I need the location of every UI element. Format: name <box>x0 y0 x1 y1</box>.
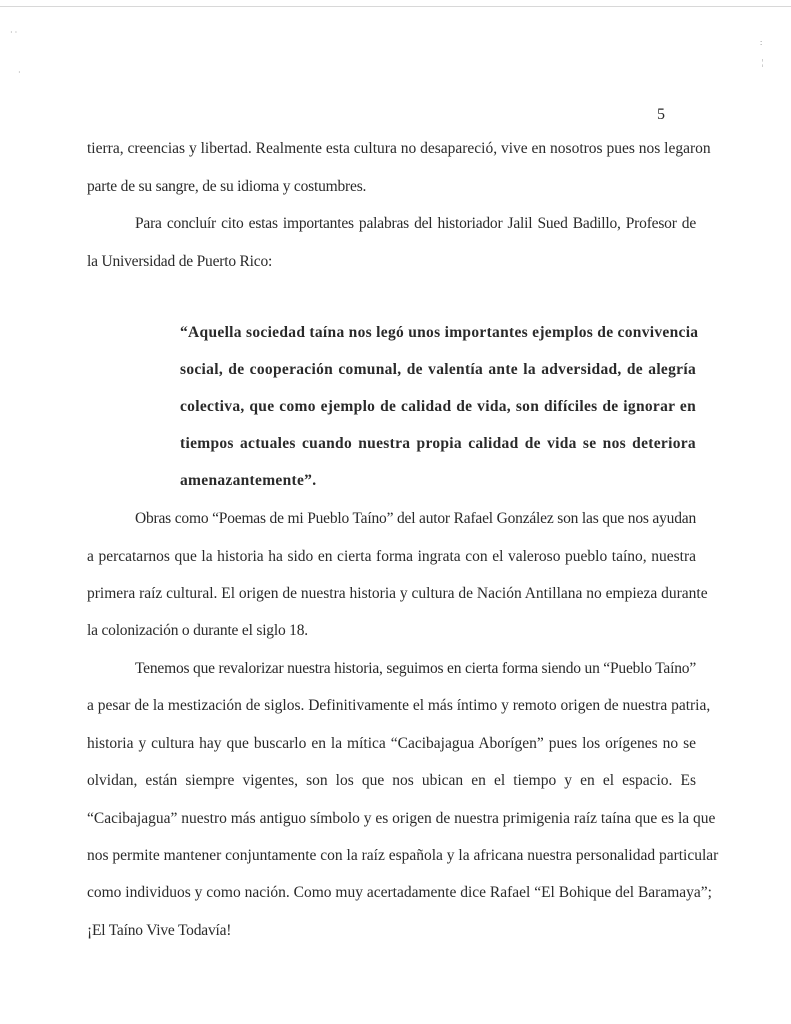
quote-line: “Aquella sociedad taína nos legó unos importantes ejemplos de convivencia <box>180 324 699 341</box>
scan-speck: ¦ <box>762 58 764 67</box>
quote-line: amenazantemente”. <box>180 472 317 489</box>
body-line: “Cacibajagua” nuestro más antiguo símbolo y es origen de nuestra primigenia raíz taína que es la que <box>87 810 716 827</box>
body-line: Para concluír cito estas importantes palabras del historiador Jalil Sued Badillo, Profesor de <box>135 215 696 232</box>
scan-speck: · · <box>10 28 18 37</box>
body-line: tierra, creencias y libertad. Realmente esta cultura no desapareció, vive en nosotros pues nos legaron <box>87 140 711 157</box>
body-line: primera raíz cultural. El origen de nuestra historia y cultura de Nación Antillana no empieza durante <box>87 585 708 602</box>
body-line: a percatarnos que la historia ha sido en cierta forma ingrata con el valeroso pueblo taíno, nuestra <box>87 548 696 565</box>
quote-line: colectiva, que como ejemplo de calidad de vida, son difíciles de ignorar en <box>180 398 696 415</box>
scan-speck: · <box>18 68 21 77</box>
body-line: la Universidad de Puerto Rico: <box>87 253 273 270</box>
body-line: a pesar de la mestización de siglos. Definitivamente el más íntimo y remoto origen de nuestra patria, <box>87 697 711 714</box>
scan-edge-line <box>0 6 791 7</box>
body-line: Obras como “Poemas de mi Pueblo Taíno” del autor Rafael González son las que nos ayudan <box>135 510 696 527</box>
body-line: ¡El Taíno Vive Todavía! <box>87 922 232 939</box>
body-line: historia y cultura hay que buscarlo en la mítica “Cacibajagua Aborígen” pues los orígenes no se <box>87 735 696 752</box>
body-line: olvidan, están siempre vigentes, son los que nos ubican en el tiempo y en el espacio. Es <box>87 772 696 789</box>
body-line: parte de su sangre, de su idioma y costumbres. <box>87 178 367 195</box>
quote-line: social, de cooperación comunal, de valentía ante la adversidad, de alegría <box>180 361 696 378</box>
body-line: nos permite mantener conjuntamente con la raíz española y la africana nuestra personalidad particular <box>87 847 719 864</box>
body-line: Tenemos que revalorizar nuestra historia, seguimos en cierta forma siendo un “Pueblo Taíno” <box>135 660 696 677</box>
body-line: como individuos y como nación. Como muy acertadamente dice Rafael “El Bohique del Baramaya”; <box>87 884 712 901</box>
quote-line: tiempos actuales cuando nuestra propia calidad de vida se nos deteriora <box>180 435 696 452</box>
body-line: la colonización o durante el siglo 18. <box>87 622 308 639</box>
page-number: 5 <box>657 106 665 123</box>
scan-speck: : <box>760 38 763 47</box>
